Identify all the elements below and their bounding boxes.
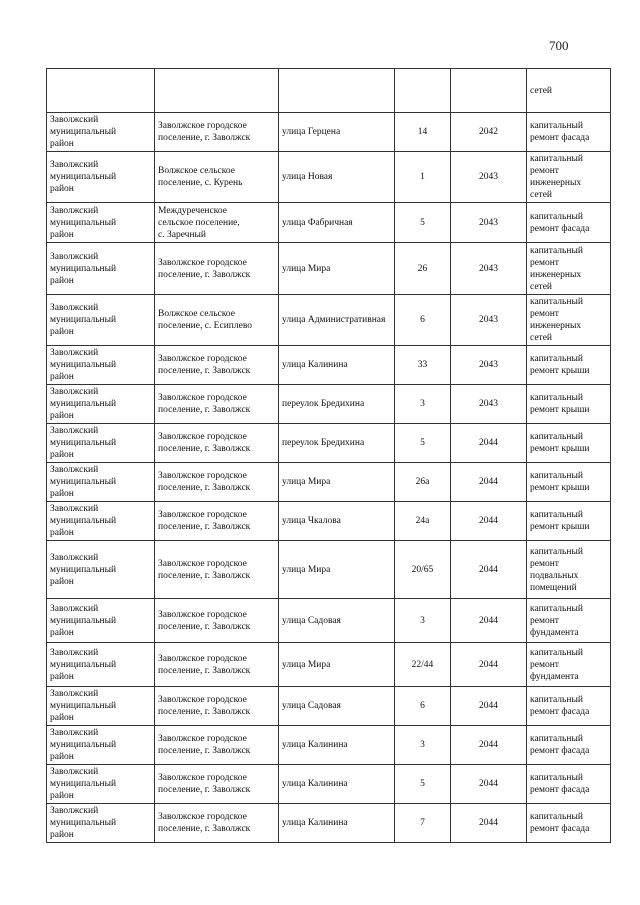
street-cell-text: улица Мира bbox=[282, 564, 331, 575]
year-cell bbox=[451, 203, 527, 243]
settlement-cell-text: Междуреченское сельское поселение, с. Заречный bbox=[158, 205, 240, 240]
district-cell-text: Заволжский муниципальный район bbox=[50, 251, 117, 286]
district-cell-text: Заволжский муниципальный район bbox=[50, 387, 117, 421]
settlement-cell bbox=[155, 726, 279, 765]
table-body bbox=[47, 69, 611, 843]
settlement-cell-text: Заволжское городское поселение, г. Заволжск bbox=[158, 695, 251, 717]
district-cell bbox=[47, 295, 155, 346]
district-cell-text: Заволжский муниципальный район bbox=[50, 806, 117, 840]
street-cell bbox=[279, 765, 395, 804]
street-cell bbox=[279, 502, 395, 541]
district-cell bbox=[47, 424, 155, 463]
street-cell-text: улица Герцена bbox=[282, 127, 341, 137]
house-number-cell-text: 26 bbox=[417, 263, 428, 274]
year-cell-text: 2044 bbox=[479, 615, 498, 626]
settlement-cell-text: Заволжское городское поселение, г. Заволжск bbox=[158, 609, 251, 632]
street-cell bbox=[279, 726, 395, 765]
year-cell bbox=[451, 599, 527, 643]
house-number-cell bbox=[395, 346, 451, 385]
work-type-cell-text: сетей bbox=[530, 85, 553, 96]
district-cell bbox=[47, 385, 155, 424]
street-cell bbox=[279, 385, 395, 424]
work-type-cell-text: капитальный ремонт фундамента bbox=[530, 603, 583, 638]
house-number-cell-text: 1 bbox=[420, 172, 425, 182]
settlement-cell-text: Волжское сельское поселение, с. Курень bbox=[158, 166, 243, 188]
year-cell bbox=[451, 385, 527, 424]
street-cell bbox=[279, 599, 395, 643]
house-number-cell-text: 14 bbox=[417, 127, 428, 137]
street-cell bbox=[279, 346, 395, 385]
table-row bbox=[47, 203, 611, 243]
work-type-cell-text: капитальный ремонт фасада bbox=[530, 695, 590, 717]
house-number-cell-text: 5 bbox=[420, 217, 425, 228]
work-type-cell bbox=[527, 424, 611, 463]
district-cell-text: Заволжский муниципальный район bbox=[50, 689, 117, 723]
year-cell-text: 2044 bbox=[479, 659, 498, 670]
house-number-cell-text: 20/65 bbox=[411, 564, 434, 575]
house-number-cell bbox=[395, 113, 451, 152]
year-cell bbox=[451, 687, 527, 726]
table-row bbox=[47, 541, 611, 599]
work-type-cell bbox=[527, 726, 611, 765]
house-number-cell bbox=[395, 726, 451, 765]
settlement-cell-text: Заволжское городское поселение, г. Заволжск bbox=[158, 812, 251, 834]
district-cell-text: Заволжский муниципальный район bbox=[50, 552, 117, 587]
house-number-cell-text: 3 bbox=[420, 399, 425, 409]
year-cell-text: 2043 bbox=[479, 315, 498, 325]
house-number-cell-text: 3 bbox=[420, 615, 425, 626]
street-cell-text: улица Мира bbox=[282, 263, 331, 274]
work-type-cell bbox=[527, 346, 611, 385]
table-row bbox=[47, 502, 611, 541]
house-number-cell bbox=[395, 152, 451, 203]
work-type-cell-text: капитальный ремонт фасада bbox=[530, 211, 590, 234]
work-type-cell bbox=[527, 804, 611, 843]
settlement-cell bbox=[155, 424, 279, 463]
district-cell bbox=[47, 726, 155, 765]
settlement-cell-text: Заволжское городское поселение, г. Заволжск bbox=[158, 558, 251, 581]
house-number-cell-text: 6 bbox=[420, 701, 425, 711]
house-number-cell bbox=[395, 643, 451, 687]
work-type-cell bbox=[527, 541, 611, 599]
settlement-cell bbox=[155, 243, 279, 295]
table-row bbox=[47, 295, 611, 346]
district-cell-text: Заволжский муниципальный район bbox=[50, 205, 117, 240]
settlement-cell bbox=[155, 541, 279, 599]
street-cell-text: переулок Бредихина bbox=[282, 399, 365, 409]
district-cell bbox=[47, 113, 155, 152]
year-cell-text: 2043 bbox=[479, 217, 498, 228]
year-cell-text: 2044 bbox=[479, 779, 498, 789]
settlement-cell bbox=[155, 643, 279, 687]
street-cell bbox=[279, 113, 395, 152]
year-cell bbox=[451, 243, 527, 295]
district-cell bbox=[47, 69, 155, 113]
street-cell-text: улица Калинина bbox=[282, 779, 348, 789]
year-cell-text: 2044 bbox=[479, 701, 498, 711]
work-type-cell-text: капитальный ремонт фасада bbox=[530, 773, 590, 795]
district-cell bbox=[47, 463, 155, 502]
year-cell bbox=[451, 463, 527, 502]
district-cell-text: Заволжский муниципальный район bbox=[50, 426, 117, 460]
street-cell-text: переулок Бредихина bbox=[282, 438, 365, 448]
year-cell bbox=[451, 113, 527, 152]
settlement-cell bbox=[155, 687, 279, 726]
street-cell bbox=[279, 295, 395, 346]
work-type-cell-text: капитальный ремонт инженерных сетей bbox=[530, 297, 583, 343]
house-number-cell bbox=[395, 599, 451, 643]
table-row bbox=[47, 463, 611, 502]
settlement-cell-text: Волжское сельское поселение, с. Есиплево bbox=[158, 309, 252, 331]
work-type-cell bbox=[527, 113, 611, 152]
house-number-cell bbox=[395, 502, 451, 541]
district-cell-text: Заволжский муниципальный район bbox=[50, 728, 117, 762]
settlement-cell bbox=[155, 385, 279, 424]
settlement-cell-text: Заволжское городское поселение, г. Заволжск bbox=[158, 354, 251, 376]
settlement-cell bbox=[155, 765, 279, 804]
table-row bbox=[47, 346, 611, 385]
table-row bbox=[47, 765, 611, 804]
year-cell bbox=[451, 152, 527, 203]
street-cell bbox=[279, 152, 395, 203]
district-cell bbox=[47, 804, 155, 843]
street-cell bbox=[279, 804, 395, 843]
street-cell-text: улица Фабричная bbox=[282, 217, 353, 228]
year-cell bbox=[451, 502, 527, 541]
work-type-cell-text: капитальный ремонт крыши bbox=[530, 393, 590, 415]
district-cell bbox=[47, 765, 155, 804]
street-cell bbox=[279, 69, 395, 113]
settlement-cell-text: Заволжское городское поселение, г. Заволжск bbox=[158, 471, 251, 493]
work-type-cell-text: капитальный ремонт подвальных помещений bbox=[530, 546, 583, 593]
house-number-cell bbox=[395, 541, 451, 599]
work-type-cell-text: капитальный ремонт фасада bbox=[530, 812, 590, 834]
table-row bbox=[47, 113, 611, 152]
street-cell bbox=[279, 243, 395, 295]
year-cell-text: 2043 bbox=[479, 360, 498, 370]
year-cell-text: 2043 bbox=[479, 263, 498, 274]
year-cell-text: 2044 bbox=[479, 818, 498, 828]
house-number-cell bbox=[395, 295, 451, 346]
house-number-cell-text: 7 bbox=[420, 818, 425, 828]
street-cell-text: улица Калинина bbox=[282, 740, 348, 750]
district-cell-text: Заволжский муниципальный район bbox=[50, 504, 117, 538]
table-row bbox=[47, 243, 611, 295]
house-number-cell-text: 6 bbox=[420, 315, 425, 325]
street-cell bbox=[279, 463, 395, 502]
district-cell bbox=[47, 687, 155, 726]
year-cell bbox=[451, 295, 527, 346]
house-number-cell bbox=[395, 687, 451, 726]
work-type-cell-text: капитальный ремонт инженерных сетей bbox=[530, 245, 583, 292]
district-cell-text: Заволжский муниципальный район bbox=[50, 767, 117, 801]
street-cell bbox=[279, 424, 395, 463]
work-type-cell bbox=[527, 69, 611, 113]
district-cell bbox=[47, 643, 155, 687]
district-cell-text: Заволжский муниципальный район bbox=[50, 348, 117, 382]
year-cell-text: 2044 bbox=[479, 438, 498, 448]
house-number-cell bbox=[395, 424, 451, 463]
street-cell-text: улица Новая bbox=[282, 172, 333, 182]
street-cell-text: улица Мира bbox=[282, 659, 331, 670]
year-cell-text: 2042 bbox=[479, 127, 498, 137]
settlement-cell-text: Заволжское городское поселение, г. Заволжск bbox=[158, 773, 251, 795]
work-type-cell-text: капитальный ремонт фасада bbox=[530, 734, 590, 756]
settlement-cell-text: Заволжское городское поселение, г. Заволжск bbox=[158, 393, 251, 415]
work-type-cell-text: капитальный ремонт инженерных сетей bbox=[530, 154, 583, 200]
table-row bbox=[47, 424, 611, 463]
year-cell-text: 2044 bbox=[479, 740, 498, 750]
work-type-cell bbox=[527, 385, 611, 424]
street-cell-text: улица Садовая bbox=[282, 701, 341, 711]
district-cell-text: Заволжский муниципальный район bbox=[50, 603, 117, 638]
district-cell-text: Заволжский муниципальный район bbox=[50, 115, 117, 149]
street-cell-text: улица Калинина bbox=[282, 360, 348, 370]
work-type-cell-text: капитальный ремонт фасада bbox=[530, 121, 590, 143]
work-type-cell-text: капитальный ремонт крыши bbox=[530, 471, 590, 493]
street-cell-text: улица Садовая bbox=[282, 615, 341, 626]
repair-schedule-table bbox=[46, 68, 611, 843]
work-type-cell bbox=[527, 765, 611, 804]
work-type-cell bbox=[527, 502, 611, 541]
street-cell-text: улица Чкалова bbox=[282, 516, 341, 526]
settlement-cell bbox=[155, 295, 279, 346]
settlement-cell bbox=[155, 346, 279, 385]
work-type-cell-text: капитальный ремонт крыши bbox=[530, 432, 590, 454]
house-number-cell bbox=[395, 203, 451, 243]
settlement-cell bbox=[155, 152, 279, 203]
year-cell-text: 2044 bbox=[479, 564, 498, 575]
work-type-cell bbox=[527, 687, 611, 726]
house-number-cell-text: 3 bbox=[420, 740, 425, 750]
year-cell-text: 2043 bbox=[479, 172, 498, 182]
work-type-cell-text: капитальный ремонт фундамента bbox=[530, 647, 583, 682]
settlement-cell bbox=[155, 113, 279, 152]
work-type-cell bbox=[527, 152, 611, 203]
settlement-cell-text: Заволжское городское поселение, г. Заволжск bbox=[158, 510, 251, 532]
year-cell-text: 2044 bbox=[479, 516, 498, 526]
house-number-cell bbox=[395, 69, 451, 113]
year-cell bbox=[451, 346, 527, 385]
year-cell bbox=[451, 643, 527, 687]
work-type-cell bbox=[527, 243, 611, 295]
table-row bbox=[47, 69, 611, 113]
settlement-cell-text: Заволжское городское поселение, г. Заволжск bbox=[158, 653, 251, 676]
district-cell-text: Заволжский муниципальный район bbox=[50, 160, 117, 194]
work-type-cell bbox=[527, 643, 611, 687]
work-type-cell bbox=[527, 463, 611, 502]
year-cell bbox=[451, 541, 527, 599]
house-number-cell-text: 26а bbox=[415, 477, 430, 487]
table-row bbox=[47, 804, 611, 843]
work-type-cell bbox=[527, 599, 611, 643]
table-row bbox=[47, 599, 611, 643]
district-cell bbox=[47, 346, 155, 385]
settlement-cell-text: Заволжское городское поселение, г. Заволжск bbox=[158, 432, 251, 454]
table-row bbox=[47, 152, 611, 203]
house-number-cell-text: 33 bbox=[417, 360, 428, 370]
street-cell-text: улица Калинина bbox=[282, 818, 348, 828]
year-cell bbox=[451, 424, 527, 463]
house-number-cell bbox=[395, 385, 451, 424]
street-cell-text: улица Административная bbox=[282, 315, 386, 325]
table-row bbox=[47, 687, 611, 726]
street-cell bbox=[279, 203, 395, 243]
district-cell-text: Заволжский муниципальный район bbox=[50, 303, 117, 337]
house-number-cell-text: 24а bbox=[415, 516, 430, 526]
street-cell bbox=[279, 643, 395, 687]
house-number-cell bbox=[395, 765, 451, 804]
street-cell bbox=[279, 687, 395, 726]
settlement-cell-text: Заволжское городское поселение, г. Заволжск bbox=[158, 257, 251, 280]
street-cell-text: улица Мира bbox=[282, 477, 331, 487]
table-row bbox=[47, 726, 611, 765]
district-cell bbox=[47, 243, 155, 295]
house-number-cell-text: 5 bbox=[420, 779, 425, 789]
year-cell bbox=[451, 69, 527, 113]
year-cell bbox=[451, 804, 527, 843]
district-cell bbox=[47, 599, 155, 643]
district-cell-text: Заволжский муниципальный район bbox=[50, 465, 117, 499]
street-cell bbox=[279, 541, 395, 599]
settlement-cell bbox=[155, 804, 279, 843]
settlement-cell-text: Заволжское городское поселение, г. Заволжск bbox=[158, 121, 251, 143]
settlement-cell-text: Заволжское городское поселение, г. Заволжск bbox=[158, 734, 251, 756]
district-cell bbox=[47, 152, 155, 203]
year-cell bbox=[451, 765, 527, 804]
house-number-cell-text: 22/44 bbox=[411, 659, 434, 670]
house-number-cell bbox=[395, 243, 451, 295]
settlement-cell bbox=[155, 502, 279, 541]
settlement-cell bbox=[155, 463, 279, 502]
year-cell bbox=[451, 726, 527, 765]
work-type-cell-text: капитальный ремонт крыши bbox=[530, 510, 590, 532]
house-number-cell bbox=[395, 463, 451, 502]
table-row bbox=[47, 643, 611, 687]
page-number: 700 bbox=[549, 38, 569, 53]
settlement-cell bbox=[155, 69, 279, 113]
year-cell-text: 2043 bbox=[479, 399, 498, 409]
house-number-cell bbox=[395, 804, 451, 843]
district-cell bbox=[47, 203, 155, 243]
table-row bbox=[47, 385, 611, 424]
district-cell-text: Заволжский муниципальный район bbox=[50, 647, 117, 682]
district-cell bbox=[47, 502, 155, 541]
work-type-cell-text: капитальный ремонт крыши bbox=[530, 354, 590, 376]
work-type-cell bbox=[527, 295, 611, 346]
year-cell-text: 2044 bbox=[479, 477, 498, 487]
settlement-cell bbox=[155, 203, 279, 243]
work-type-cell bbox=[527, 203, 611, 243]
house-number-cell-text: 5 bbox=[420, 438, 425, 448]
district-cell bbox=[47, 541, 155, 599]
settlement-cell bbox=[155, 599, 279, 643]
